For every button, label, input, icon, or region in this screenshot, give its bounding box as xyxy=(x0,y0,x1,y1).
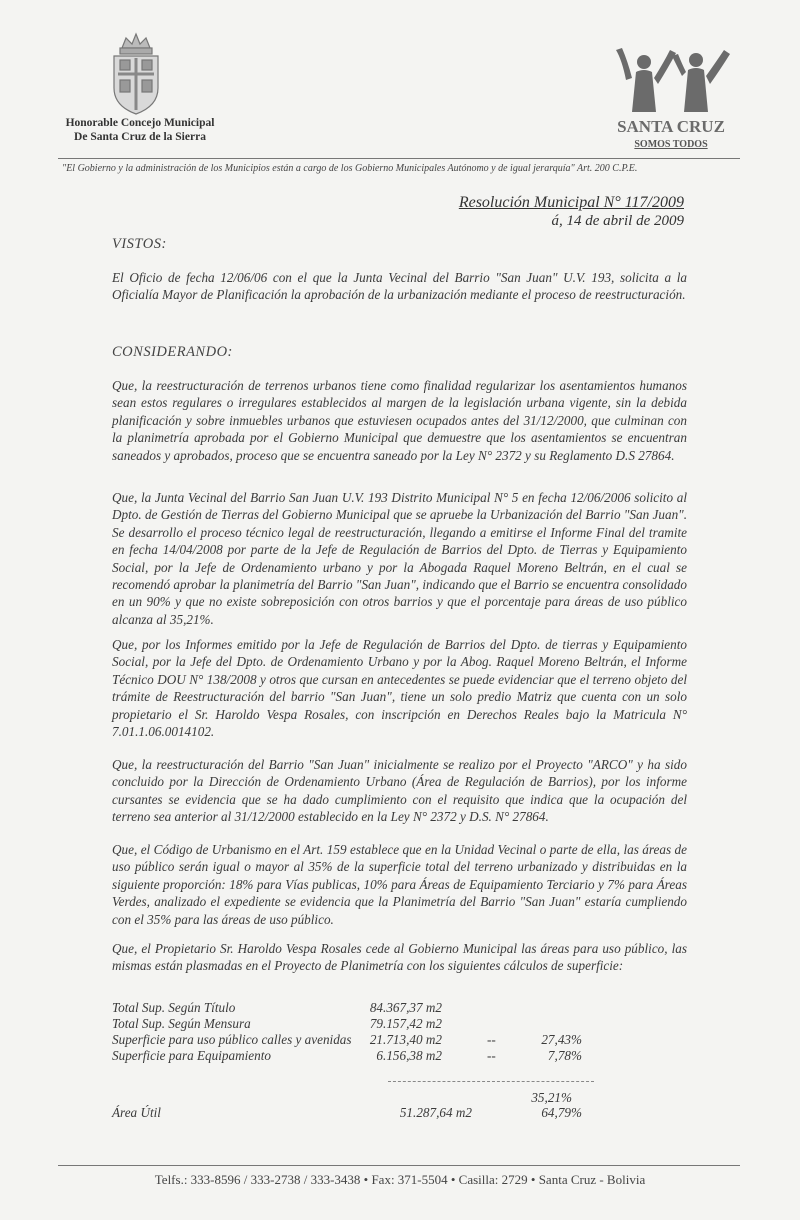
area-value: 6.156,38 m2 xyxy=(376,1048,442,1063)
table-row xyxy=(112,1016,602,1032)
table-row xyxy=(112,1000,602,1016)
considerando-paragraph-6: Que, el Propietario Sr. Haroldo Vespa Rosales cede al Gobierno Municipal las áreas para uso público, las mismas están plasmadas en el Proyecto de Planimetría con los siguientes cálculos de superficie: xyxy=(112,941,687,974)
footer-contact: Telfs.: 333-8596 / 333-2738 / 333-3438 • Fax: 371-5504 • Casilla: 2729 • Santa Cruz - Bolivia xyxy=(154,1172,646,1187)
santa-cruz-logo xyxy=(596,40,746,152)
area-dash: -- xyxy=(487,1032,496,1047)
area-value: 84.367,37 m2 xyxy=(369,1000,442,1015)
vistos-paragraph: El Oficio de fecha 12/06/06 con el que la Junta Vecinal del Barrio "San Juan" U.V. 193, solicita a la Oficialía Mayor de Planificación la aprobación de la urbanización mediante el proceso de reestructuración. xyxy=(112,270,687,303)
considerando-paragraph-3: Que, por los Informes emitido por la Jefe de Regulación de Barrios del Dpto. de tierras y Equipamiento Social, por la Jefe del Dpto. de Ordenamiento Urbano y por la Abog. Raquel Moreno Beltrán, el Informe Técnico DOU N° 138/2008 y otros que cursan en antecedentes se puede evidenciar que el terreno objeto del trámite de Reestructuración del barrio "San Juan", tiene un solo predio Matriz que cuenta con un solo propietario el Sr. Haroldo Vespa Rosales, con inscripción en Derechos Reales bajo la Matricula N° 7.01.1.06.0014102. xyxy=(112,637,687,740)
considerando-paragraph-4: Que, la reestructuración del Barrio "San Juan" inicialmente se realizo por el Proyecto "ARCO" y ha sido concluido por la Dirección de Ordenamiento Urbano (Área de Regulación de Barrios), por los informe cursantes se evidencia que se ha dado cumplimiento con el requisito que indica que la ocupación del terreno sea anterior al 31/12/2000 establecido en la Ley N° 2372 y D.S. N° 27864. xyxy=(112,757,687,825)
area-percent: 27,43% xyxy=(541,1032,582,1047)
surface-areas-table xyxy=(112,1000,602,1064)
logo-text-main: SANTA CRUZ xyxy=(617,117,725,136)
area-label: Total Sup. Según Mensura xyxy=(112,1016,251,1031)
area-percent: 7,78% xyxy=(547,1048,582,1063)
table-row xyxy=(112,1032,602,1048)
council-line-2: De Santa Cruz de la Sierra xyxy=(74,131,206,143)
useful-area-percent: 64,79% xyxy=(541,1105,582,1120)
considerando-paragraph-5: Que, el Código de Urbanismo en el Art. 159 establece que en la Unidad Vecinal o parte de ella, las áreas de uso público serán igual o mayor al 35% de la superficie total del terreno urbanizado y distribuidas en la siguiente proporción: 18% para Vías publicas, 10% para Áreas de Equipamiento Terciario y 7% para Áreas Verdes, analizado el expediente se evidencia que la Planimetría del Barrio "San Juan" estaría cumpliendo con el 35% para las áreas de uso público. xyxy=(112,842,687,927)
resolution-date: á, 14 de abril de 2009 xyxy=(551,213,684,229)
considerando-heading: CONSIDERANDO: xyxy=(112,344,233,360)
area-label: Superficie para Equipamiento xyxy=(112,1048,271,1063)
logo-text-tagline: SOMOS TODOS xyxy=(634,139,708,150)
useful-area-row xyxy=(112,1105,602,1121)
council-line-1: Honorable Concejo Municipal xyxy=(65,117,215,129)
municipal-crest-icon xyxy=(104,30,168,116)
constitution-quote: "El Gobierno y la administración de los Municipios están a cargo de los Gobierno Municipales Autónomo y de igual jerarquía" Art. 200 C.P.E. xyxy=(62,163,638,174)
resolution-title: Resolución Municipal N° 117/2009 xyxy=(458,194,684,211)
area-label: Superficie para uso público calles y avenidas xyxy=(112,1032,352,1047)
council-name xyxy=(40,116,240,144)
table-row xyxy=(112,1048,602,1064)
totals-divider xyxy=(388,1081,594,1082)
area-dash: -- xyxy=(487,1048,496,1063)
footer-divider xyxy=(58,1165,740,1166)
area-label: Total Sup. Según Título xyxy=(112,1000,236,1015)
total-public-percent: 35,21% xyxy=(531,1090,572,1105)
area-value: 79.157,42 m2 xyxy=(369,1016,442,1031)
header-divider xyxy=(58,158,740,159)
useful-area-label: Área Útil xyxy=(112,1105,161,1120)
considerando-paragraph-1: Que, la reestructuración de terrenos urbanos tiene como finalidad regularizar los asentamientos humanos sean estos regulares o irregulares establecidos al margen de la legislación urbana vigente, sin la debida planificación y sobre inmuebles urbanos que estuviesen ocupados antes del 31/12/2000, que culminan con la planimetría aprobada por el Gobierno Municipal que demuestre que los asentamientos se encuentran saneados y aprobados, proceso que se encuentra saneado por la Ley N° 2372 y su Reglamento D.S 27864. xyxy=(112,378,687,463)
useful-area-value: 51.287,64 m2 xyxy=(399,1105,472,1120)
area-value: 21.713,40 m2 xyxy=(369,1032,442,1047)
considerando-paragraph-2: Que, la Junta Vecinal del Barrio San Juan U.V. 193 Distrito Municipal N° 5 en fecha 12/06/2006 solicito al Dpto. de Gestión de Tierras del Gobierno Municipal que se apruebe la Urbanización del Barrio "San Juan". Se desarrollo el proceso técnico legal de reestructuración, llegando a emitirse el Informe Final del tramite en fecha 14/04/2008 por parte de la Jefe de Regulación de Barrios del Dpto. de Tierras y Equipamiento Social, por la Jefe de Ordenamiento urbano y por la Abogada Raquel Moreno Beltrán, en el cual se recomendó aprobar la planimetría del Barrio "San Juan", indicando que el Barrio se encuentra consolidado en un 90% y que no existe sobreposición con otros barrios y que el porcentaje para áreas de uso público alcanza al 35,21%. xyxy=(112,490,687,627)
vistos-heading: VISTOS: xyxy=(112,236,167,252)
